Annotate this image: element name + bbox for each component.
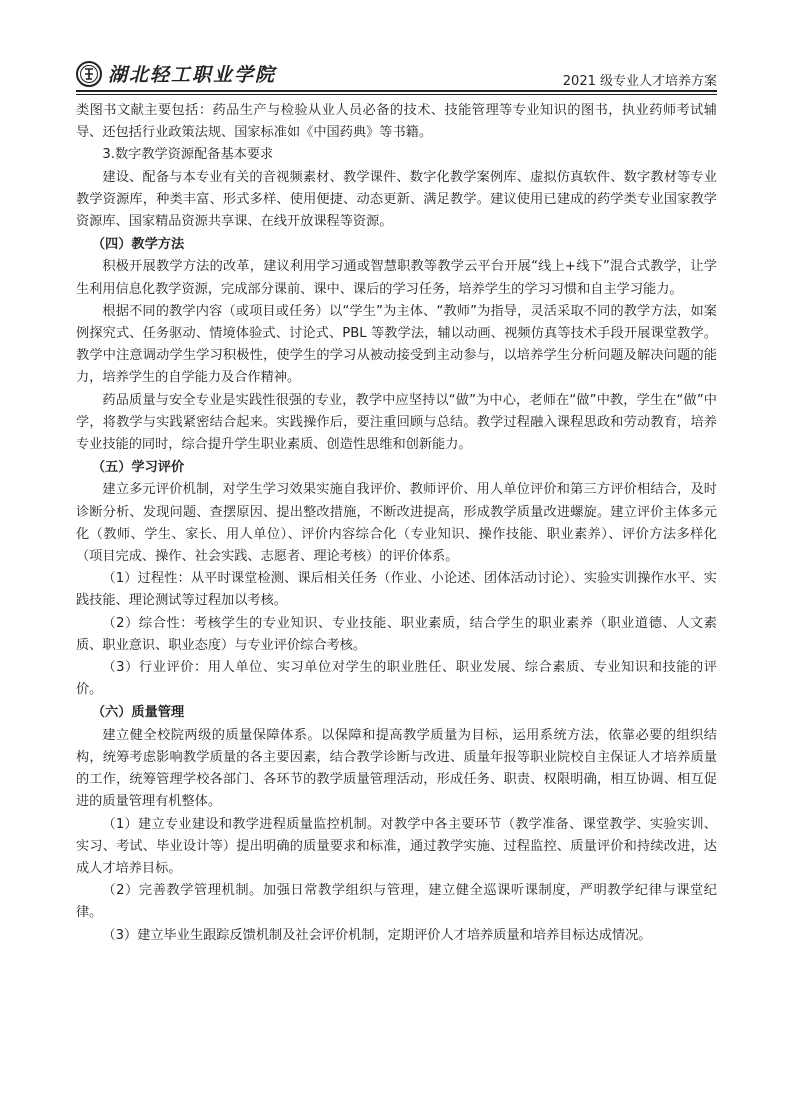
section-heading: （六）质量管理 <box>91 705 185 721</box>
list-item: （3）建立毕业生跟踪反馈机制及社会评价机制，定期评价人才培养质量和培养目标达成情况。 <box>102 927 652 943</box>
paragraph: 建设、配备与本专业有关的音视频素材、教学课件、数字化教学案例库、虚拟仿真软件、数字教材等专业教学资源库，种类丰富、形式多样、使用便捷、动态更新、满足教学。建议使用已建成的药学类专业国家教学资源库、国家精品资源共享课、在线开放课程等资源。 <box>76 169 717 230</box>
header-rule-thin <box>76 94 717 95</box>
subheading: 3.数字教学资源配备基本要求 <box>102 147 274 163</box>
paragraph: 药品质量与安全专业是实践性很强的专业，教学中应坚持以“做”为中心，老师在“做”中教，学生在“做”中学，将教学与实践紧密结合起来。实践操作后，要注重回顾与总结。教学过程融入课程思政和劳动教育，培养专业技能的同时，综合提升学生职业素质、创造性思维和创新能力。 <box>76 392 717 453</box>
paragraph: 建立多元评价机制，对学生学习效果实施自我评价、教师评价、用人单位评价和第三方评价相结合，及时诊断分析、发现问题、查摆原因、提出整改措施，不断改进提高，形成教学质量改进螺旋。建立评价主体多元化（教师、学生、家长、用人单位）、评价内容综合化（专业知识、操作技能、职业素养）、评价方法多样化（项目完成、操作、社会实践、志愿者、理论考核）的评价体系。 <box>76 482 717 565</box>
body-text <box>76 100 717 947</box>
paragraph: 积极开展教学方法的改革，建议利用学习通或智慧职教等教学云平台开展“线上+线下”混合式教学，让学生利用信息化教学资源，完成部分课前、课中、课后的学习任务，培养学生的学习习惯和自主学习能力。 <box>76 259 717 297</box>
list-item: （1）过程性：从平时课堂检测、课后相关任务（作业、小论述、团体活动讨论）、实验实训操作水平、实践技能、理论测试等过程加以考核。 <box>76 571 717 609</box>
list-item: （1）建立专业建设和教学进程质量监控机制。对教学中各主要环节（教学准备、课堂教学、实验实训、实习、考试、毕业设计等）提出明确的质量要求和标准，通过教学实施、过程监控、质量评价和持续改进，达成人才培养目标。 <box>76 816 717 876</box>
document-title: 2021 级专业人才培养方案 <box>562 74 717 89</box>
school-seal-icon <box>76 61 102 87</box>
school-name-logo: 湖北轻工职业学院 <box>108 64 277 86</box>
page-header <box>76 60 717 90</box>
section-heading: （五）学习评价 <box>91 460 185 476</box>
paragraph: 类图书文献主要包括：药品生产与检验从业人员必备的技术、技能管理等专业知识的图书，执业药师考试辅导、还包括行业政策法规、国家标准如《中国药典》等书籍。 <box>76 103 717 141</box>
paragraph: 建立健全校院两级的质量保障体系。以保障和提高教学质量为目标，运用系统方法，依靠必要的组织结构，统筹考虑影响教学质量的各主要因素，结合教学诊断与改进、质量年报等职业院校自主保证人才培养质量的工作，统筹管理学校各部门、各环节的教学质量管理活动，形成任务、职责、权限明确，相互协调、相互促进的质量管理有机整体。 <box>76 727 717 810</box>
school-logo <box>76 60 276 87</box>
list-item: （2）综合性：考核学生的专业知识、专业技能、职业素质，结合学生的职业素养（职业道德、人文素质、职业意识、职业态度）与专业评价综合考核。 <box>76 615 717 653</box>
header-rule-thick <box>76 90 717 92</box>
section-heading: （四）教学方法 <box>91 237 185 253</box>
list-item: （3）行业评价：用人单位、实习单位对学生的职业胜任、职业发展、综合素质、专业知识和技能的评价。 <box>76 660 717 698</box>
list-item: （2）完善教学管理机制。加强日常教学组织与管理，建立健全巡课听课制度，严明教学纪律与课堂纪律。 <box>76 883 717 921</box>
paragraph: 根据不同的教学内容（或项目或任务）以“学生”为主体、“教师”为指导，灵活采取不同的教学方法，如案例探究式、任务驱动、情境体验式、讨论式、PBL 等教学法，辅以动画、视频仿真等技术手段开展课堂教学。教学中注意调动学生学习积极性，使学生的学习从被动接受到主动参与，以培养学生分析问题及解决问题的能力，培养学生的自学能力及合作精神。 <box>76 303 717 386</box>
